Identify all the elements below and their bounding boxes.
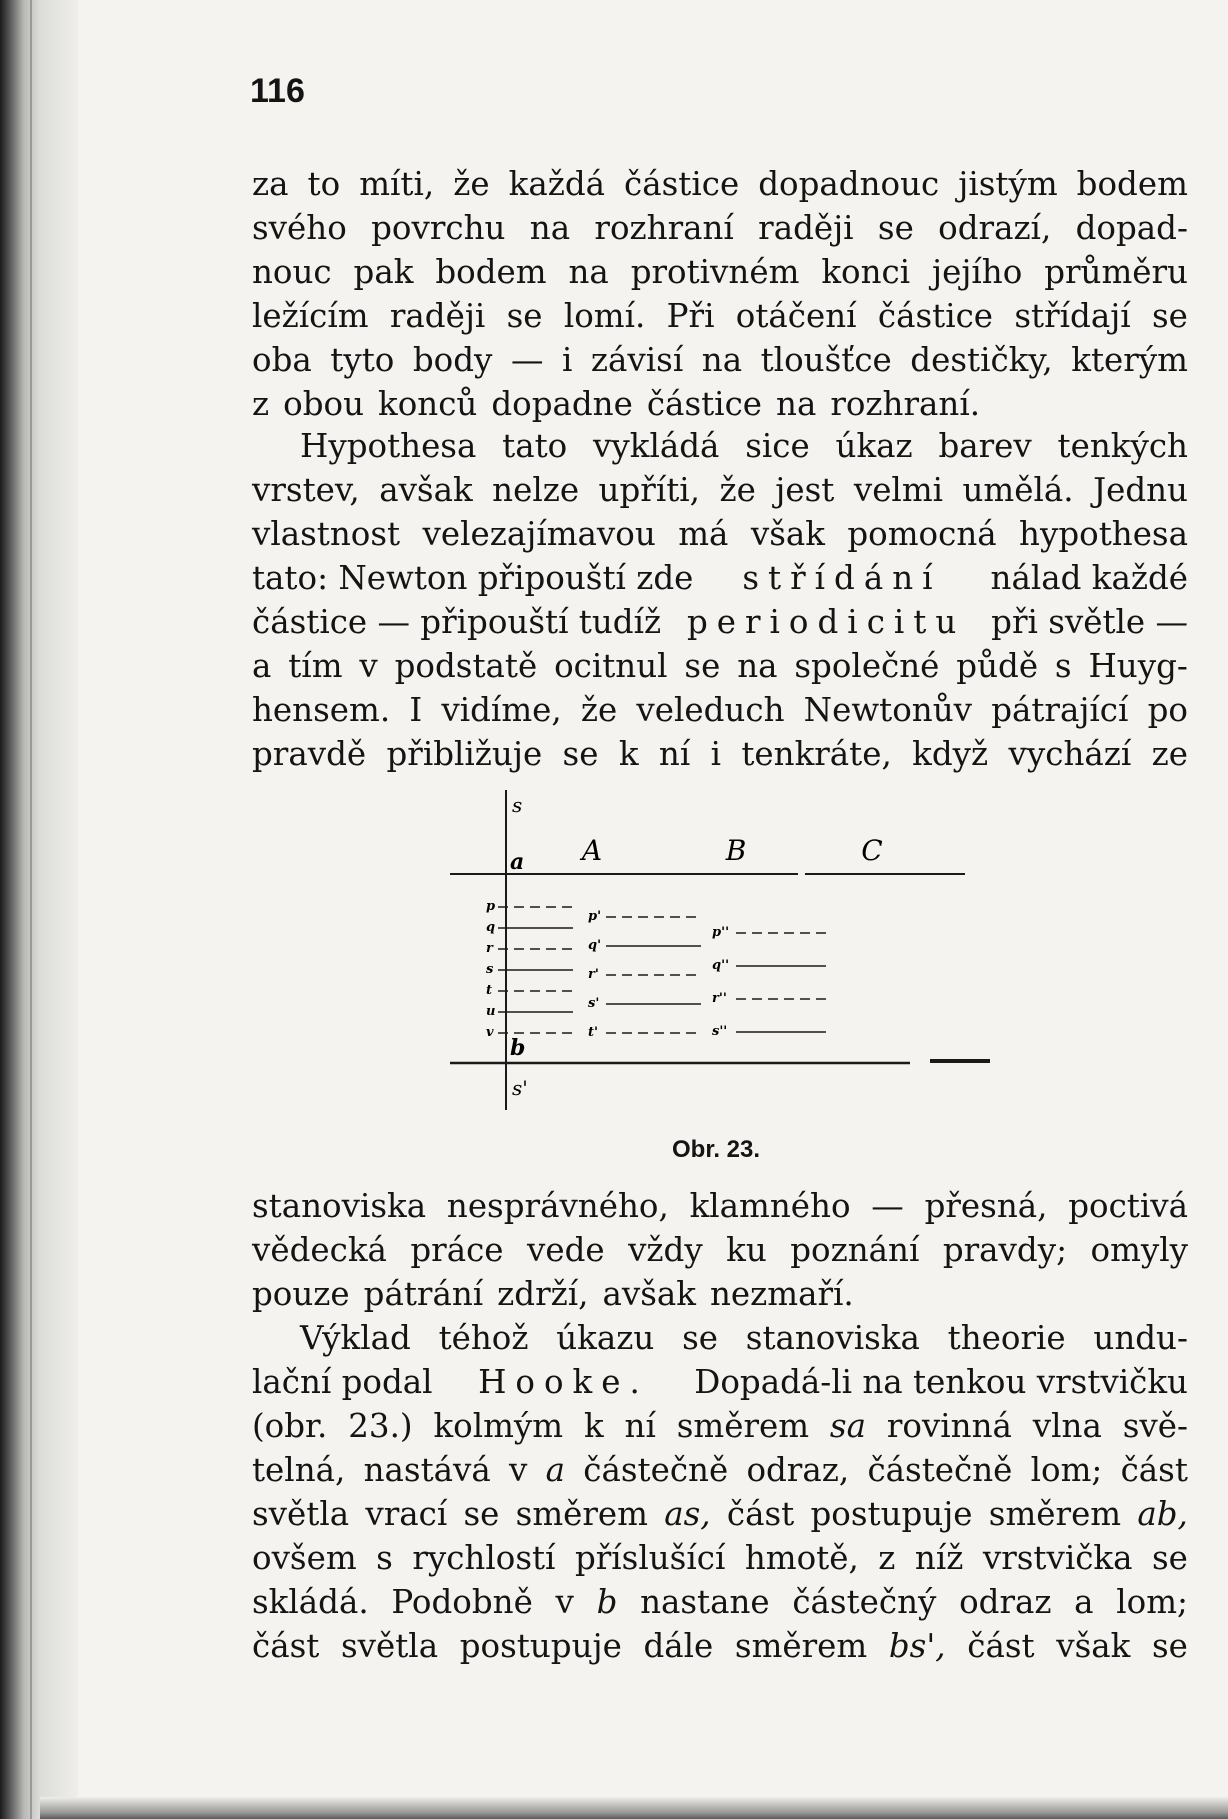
word: Huyg- bbox=[1088, 647, 1188, 685]
word: vědecká bbox=[252, 1231, 387, 1269]
text-line bbox=[252, 1492, 1188, 1536]
word: velmi bbox=[853, 471, 944, 509]
ray-label: t' bbox=[588, 1025, 598, 1040]
label-s-prime: s' bbox=[512, 1076, 528, 1100]
word: dopad- bbox=[1075, 209, 1188, 247]
word: bodem bbox=[435, 253, 547, 291]
page-number: 116 bbox=[250, 72, 305, 110]
word: v bbox=[555, 1583, 574, 1621]
emphasis-spaced: periodicitu bbox=[686, 603, 966, 641]
word: oba bbox=[252, 341, 312, 379]
paragraph-1 bbox=[252, 162, 1188, 426]
text-line bbox=[252, 732, 1188, 776]
word: nelze bbox=[492, 471, 580, 509]
line-words: Dopadá-li na tenkou vrstvičku bbox=[694, 1363, 1188, 1401]
word: přibližuje bbox=[386, 735, 543, 773]
word: průměru bbox=[1044, 253, 1188, 291]
ray-label: q bbox=[486, 920, 496, 935]
word: odraz, bbox=[746, 1451, 850, 1489]
word: dopadne bbox=[491, 385, 633, 423]
word: dále bbox=[643, 1627, 714, 1665]
word: část bbox=[252, 1627, 320, 1665]
word: vrstvička bbox=[982, 1539, 1133, 1577]
word: vlna bbox=[1032, 1407, 1102, 1445]
word: Výklad bbox=[300, 1319, 411, 1357]
line-words: lační podal bbox=[252, 1363, 433, 1401]
word: rozhraní. bbox=[830, 385, 981, 423]
word: nouc bbox=[252, 253, 332, 291]
word: část bbox=[1120, 1451, 1188, 1489]
text-line bbox=[252, 644, 1188, 688]
word: to bbox=[307, 165, 341, 203]
word: tloušťce bbox=[760, 341, 892, 379]
word: odrazí, bbox=[938, 209, 1052, 247]
ray-label: q' bbox=[588, 938, 602, 953]
word: tato bbox=[502, 427, 568, 465]
ray-group-a bbox=[486, 899, 573, 1040]
word: kterým bbox=[1071, 341, 1188, 379]
book-spine-shadow bbox=[0, 0, 78, 1819]
word: zdrží, bbox=[497, 1275, 589, 1313]
text-line bbox=[252, 1404, 1188, 1448]
word: na bbox=[737, 647, 778, 685]
word: se bbox=[562, 735, 599, 773]
text-line bbox=[252, 162, 1188, 206]
text-line bbox=[252, 206, 1188, 250]
word: se bbox=[684, 647, 721, 685]
word: raději bbox=[389, 297, 486, 335]
word: pouze bbox=[252, 1275, 350, 1313]
word: otáčení bbox=[735, 297, 857, 335]
word: střídají bbox=[1014, 297, 1131, 335]
word: postupuje bbox=[810, 1495, 973, 1533]
word: pátrání bbox=[363, 1275, 484, 1313]
word: světla bbox=[252, 1495, 350, 1533]
text-line bbox=[252, 688, 1188, 732]
word: na bbox=[529, 209, 571, 247]
word: že bbox=[719, 471, 756, 509]
word: tenkráte, bbox=[741, 735, 892, 773]
word: má bbox=[678, 515, 729, 553]
line-words: částice — připouští tudíž bbox=[252, 603, 662, 641]
word: svého bbox=[252, 209, 347, 247]
figure-23 bbox=[440, 790, 1000, 1110]
word: telná, bbox=[252, 1451, 346, 1489]
word: sa bbox=[829, 1407, 866, 1445]
word: se bbox=[1151, 297, 1188, 335]
word: a bbox=[1074, 1583, 1094, 1621]
ray-label: p'' bbox=[712, 925, 730, 940]
word: bs', bbox=[888, 1627, 946, 1665]
word: Při bbox=[666, 297, 715, 335]
column-header-a: A bbox=[581, 834, 603, 867]
word: velezajímavou bbox=[422, 515, 656, 553]
word: dopadnouc bbox=[758, 165, 940, 203]
word: konců bbox=[378, 385, 478, 423]
word: Hypothesa bbox=[300, 427, 477, 465]
text-line bbox=[252, 1624, 1188, 1668]
word: příslušící bbox=[574, 1539, 726, 1577]
text-line bbox=[252, 468, 1188, 512]
word: lom; bbox=[1116, 1583, 1188, 1621]
word: však bbox=[1056, 1627, 1131, 1665]
word: umělá. bbox=[962, 471, 1074, 509]
text-line bbox=[252, 382, 1188, 426]
ray-label: v bbox=[486, 1025, 494, 1040]
word: přesná, bbox=[924, 1187, 1048, 1225]
text-line bbox=[252, 556, 1188, 600]
ray-group-b bbox=[588, 909, 701, 1040]
label-b: b bbox=[510, 1035, 526, 1061]
word: úkazu bbox=[556, 1319, 655, 1357]
word: bodem bbox=[1076, 165, 1188, 203]
text-line bbox=[252, 424, 1188, 468]
word: theorie bbox=[947, 1319, 1066, 1357]
word: pak bbox=[353, 253, 414, 291]
word: postupuje bbox=[459, 1627, 622, 1665]
word: konci bbox=[821, 253, 911, 291]
word: z bbox=[878, 1539, 896, 1577]
word: na bbox=[568, 253, 609, 291]
word: však bbox=[750, 515, 825, 553]
word: jistým bbox=[958, 165, 1058, 203]
text-line bbox=[252, 294, 1188, 338]
paragraph-3 bbox=[252, 1184, 1188, 1316]
word: ovšem bbox=[252, 1539, 357, 1577]
word: stanoviska bbox=[745, 1319, 920, 1357]
word: společné bbox=[794, 647, 940, 685]
word: částice bbox=[624, 165, 740, 203]
word: téhož bbox=[438, 1319, 529, 1357]
word: jest bbox=[775, 471, 835, 509]
word: z bbox=[252, 385, 270, 423]
ray-label: r' bbox=[588, 967, 599, 982]
word: za bbox=[252, 165, 289, 203]
text-line bbox=[252, 1448, 1188, 1492]
word: nastává bbox=[363, 1451, 491, 1489]
word: částečný bbox=[792, 1583, 937, 1621]
word: I bbox=[409, 691, 423, 729]
text-line bbox=[252, 1272, 1188, 1316]
word: částice bbox=[877, 297, 994, 335]
paragraph-2 bbox=[252, 424, 1188, 776]
word: hmotě, bbox=[744, 1539, 859, 1577]
line-words: tato: Newton připouští zde bbox=[252, 559, 694, 597]
word: vlastnost bbox=[252, 515, 401, 553]
ray-label: u bbox=[486, 1004, 496, 1019]
word: ocitnul bbox=[554, 647, 668, 685]
word: částečně bbox=[583, 1451, 729, 1489]
paragraph-4 bbox=[252, 1316, 1188, 1668]
word: protivném bbox=[630, 253, 800, 291]
ray-label: q'' bbox=[712, 958, 730, 973]
word: ní bbox=[624, 1407, 656, 1445]
word: poctivá bbox=[1068, 1187, 1188, 1225]
word: na bbox=[701, 341, 743, 379]
word: k bbox=[618, 735, 639, 773]
page-bottom-edge bbox=[40, 1797, 1228, 1819]
word: avšak bbox=[379, 471, 473, 509]
word: stanoviska bbox=[252, 1187, 427, 1225]
word: vychází bbox=[1008, 735, 1132, 773]
word: pátrající bbox=[991, 691, 1129, 729]
word: Jednu bbox=[1093, 471, 1188, 509]
word: hensem. bbox=[252, 691, 391, 729]
ray-label: r bbox=[486, 941, 493, 956]
column-header-b: B bbox=[725, 834, 747, 867]
word: body bbox=[412, 341, 493, 379]
word: vidíme, bbox=[441, 691, 562, 729]
text-line bbox=[252, 1580, 1188, 1624]
word: nezmaří. bbox=[709, 1275, 854, 1313]
word: že bbox=[580, 691, 618, 729]
text-line bbox=[252, 1228, 1188, 1272]
word: část bbox=[967, 1627, 1035, 1665]
word: odraz bbox=[959, 1583, 1052, 1621]
word: — bbox=[871, 1187, 904, 1225]
word: avšak bbox=[602, 1275, 696, 1313]
word: raději bbox=[758, 209, 854, 247]
word: rovinná bbox=[886, 1407, 1012, 1445]
ray-label: r'' bbox=[712, 991, 727, 1006]
ray-label: s'' bbox=[712, 1024, 728, 1039]
word: pomocná bbox=[847, 515, 997, 553]
text-line bbox=[252, 1360, 1188, 1404]
word: podstatě bbox=[394, 647, 538, 685]
word: hypothesa bbox=[1019, 515, 1188, 553]
line-words: při světle — bbox=[991, 603, 1188, 641]
word: kolmým bbox=[433, 1407, 564, 1445]
word: sice bbox=[745, 427, 810, 465]
thin-layer-diagram bbox=[440, 790, 1000, 1110]
text-line bbox=[252, 1536, 1188, 1580]
word: upříti, bbox=[598, 471, 700, 509]
word: částečně bbox=[867, 1451, 1013, 1489]
column-header-c: C bbox=[861, 834, 883, 867]
word: ní bbox=[658, 735, 691, 773]
word: každá bbox=[508, 165, 605, 203]
word: tenkých bbox=[1057, 427, 1188, 465]
ray-label: s bbox=[486, 962, 494, 977]
emphasis-spaced: střídání bbox=[742, 559, 942, 597]
word: tím bbox=[288, 647, 343, 685]
word: že bbox=[453, 165, 490, 203]
ray-label: p' bbox=[588, 909, 602, 924]
word: barev bbox=[938, 427, 1032, 465]
ray-label: p bbox=[486, 899, 496, 914]
word: ležícím bbox=[252, 297, 369, 335]
word: — bbox=[510, 341, 544, 379]
word: lomí. bbox=[563, 297, 646, 335]
word: svě- bbox=[1122, 1407, 1188, 1445]
word: Newtonův bbox=[803, 691, 973, 729]
word: vrstev, bbox=[252, 471, 360, 509]
word: rozhraní bbox=[594, 209, 734, 247]
label-a: a bbox=[510, 849, 525, 875]
word: obou bbox=[283, 385, 364, 423]
word: se bbox=[682, 1319, 718, 1357]
word: undu- bbox=[1093, 1319, 1188, 1357]
text-line bbox=[252, 1316, 1188, 1360]
word: míti, bbox=[359, 165, 435, 203]
word: i bbox=[561, 341, 573, 379]
word: část bbox=[726, 1495, 795, 1533]
word: na bbox=[776, 385, 817, 423]
word: veleduch bbox=[636, 691, 785, 729]
word: se bbox=[1151, 1539, 1188, 1577]
word: nastane bbox=[640, 1583, 770, 1621]
word: vždy bbox=[628, 1231, 703, 1269]
word: ab, bbox=[1137, 1495, 1188, 1533]
word: směrem bbox=[515, 1495, 648, 1533]
word: částice bbox=[646, 385, 763, 423]
text-line bbox=[252, 250, 1188, 294]
word: as, bbox=[664, 1495, 711, 1533]
word: níž bbox=[914, 1539, 964, 1577]
word: a bbox=[252, 647, 272, 685]
word: ku bbox=[726, 1231, 767, 1269]
ray-label: s' bbox=[588, 996, 600, 1011]
word: práce bbox=[410, 1231, 504, 1269]
word: s bbox=[1054, 647, 1072, 685]
word: v bbox=[359, 647, 378, 685]
word: Podobně bbox=[391, 1583, 533, 1621]
word: poznání bbox=[790, 1231, 920, 1269]
word: pravdy; bbox=[942, 1231, 1068, 1269]
word: klamného bbox=[689, 1187, 851, 1225]
word: 23.) bbox=[348, 1407, 413, 1445]
text-line bbox=[252, 1184, 1188, 1228]
text-line bbox=[252, 338, 1188, 382]
text-line bbox=[252, 600, 1188, 644]
word: omyly bbox=[1090, 1231, 1188, 1269]
word: destičky, bbox=[910, 341, 1053, 379]
word: i bbox=[710, 735, 721, 773]
word: když bbox=[912, 735, 989, 773]
word: pravdě bbox=[252, 735, 367, 773]
word: světla bbox=[340, 1627, 439, 1665]
word: tyto bbox=[330, 341, 395, 379]
label-s: s bbox=[512, 793, 523, 817]
word: s bbox=[376, 1539, 393, 1577]
word: závisí bbox=[590, 341, 684, 379]
word: k bbox=[583, 1407, 604, 1445]
word: (obr. bbox=[252, 1407, 328, 1445]
word: rychlostí bbox=[412, 1539, 556, 1577]
word: půdě bbox=[956, 647, 1039, 685]
word: vrací bbox=[365, 1495, 448, 1533]
word: směrem bbox=[734, 1627, 868, 1665]
word: povrchu bbox=[371, 209, 506, 247]
word: směrem bbox=[676, 1407, 810, 1445]
word: se bbox=[877, 209, 914, 247]
ray-label: t bbox=[486, 983, 493, 998]
word: se bbox=[1151, 1627, 1188, 1665]
word: se bbox=[463, 1495, 500, 1533]
word: jejího bbox=[932, 253, 1023, 291]
emphasis-spaced: Hooke. bbox=[478, 1363, 649, 1401]
word: ze bbox=[1151, 735, 1188, 773]
figure-caption: Obr. 23. bbox=[672, 1136, 761, 1163]
word: se bbox=[506, 297, 543, 335]
word: lom; bbox=[1030, 1451, 1103, 1489]
word: po bbox=[1147, 691, 1188, 729]
word: v bbox=[509, 1451, 528, 1489]
word: skládá. bbox=[252, 1583, 369, 1621]
word: směrem bbox=[988, 1495, 1122, 1533]
word: a bbox=[545, 1451, 566, 1489]
word: vede bbox=[526, 1231, 605, 1269]
word: úkaz bbox=[835, 427, 913, 465]
word: nesprávného, bbox=[446, 1187, 669, 1225]
line-words: nálad každé bbox=[990, 559, 1188, 597]
word: vykládá bbox=[593, 427, 720, 465]
ray-group-c bbox=[712, 925, 826, 1039]
text-line bbox=[252, 512, 1188, 556]
word: b bbox=[596, 1583, 618, 1621]
